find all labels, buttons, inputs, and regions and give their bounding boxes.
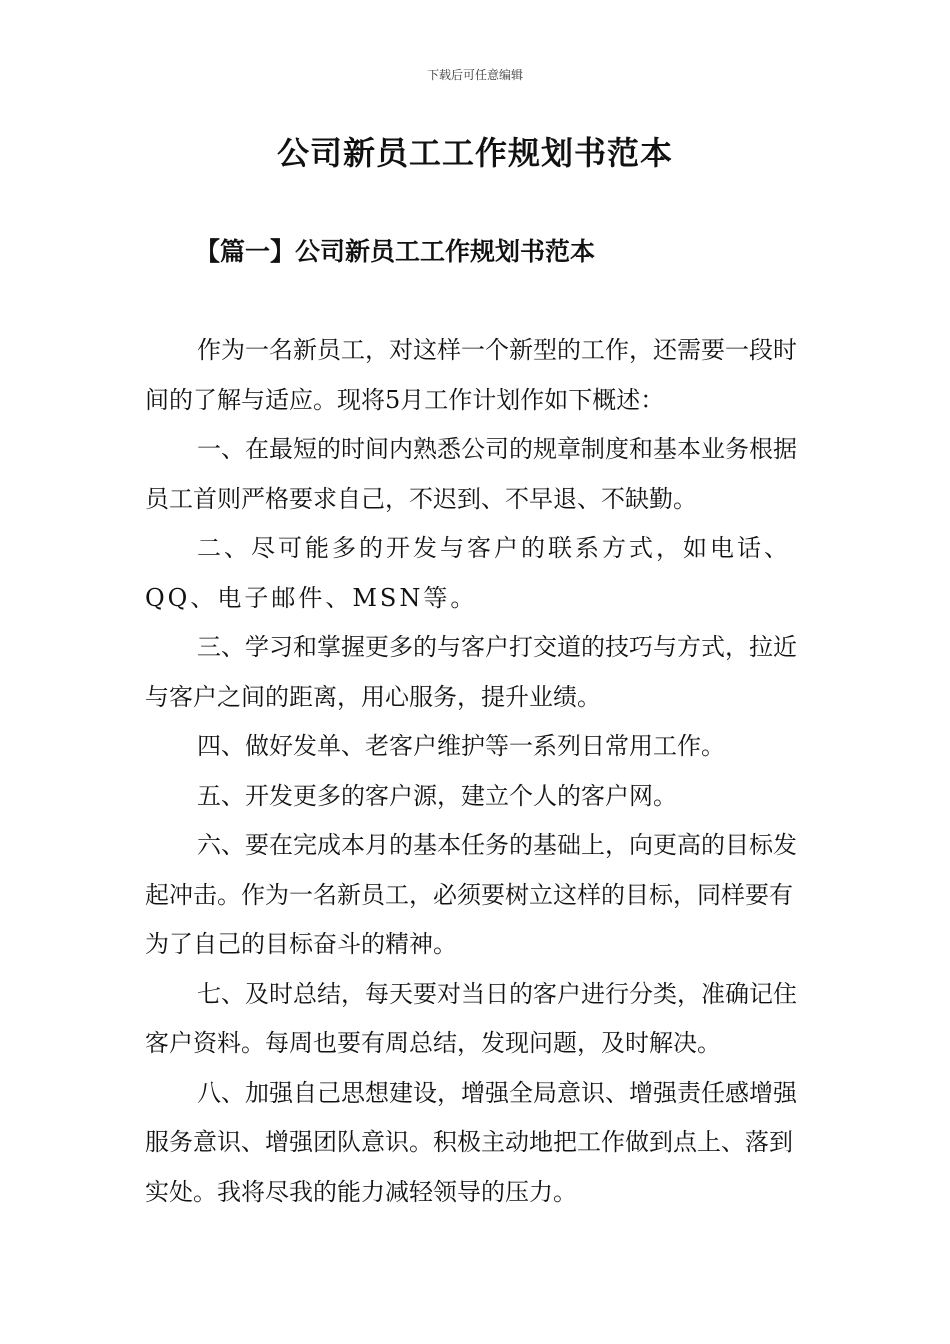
paragraph-item-2: 二、尽可能多的开发与客户的联系方式，如电话、QQ、电子邮件、MSN等。 xyxy=(145,534,791,612)
paragraph-item-6: 六、要在完成本月的基本任务的基础上，向更高的目标发起冲击。作为一名新员工，必须要树立这样的目标，同样要有为了自己的目标奋斗的精神。 xyxy=(145,831,797,958)
paragraph-item-1: 一、在最短的时间内熟悉公司的规章制度和基本业务根据员工首则严格要求自己，不迟到、不早退、不缺勤。 xyxy=(145,435,797,513)
document-body xyxy=(145,326,815,1217)
section-heading: 【篇一】公司新员工工作规划书范本 xyxy=(195,237,596,266)
paragraph-item-3: 三、学习和掌握更多的与客户打交道的技巧与方式，拉近与客户之间的距离，用心服务，提升业绩。 xyxy=(145,633,797,711)
paragraph-item-8: 八、加强自己思想建设，增强全局意识、增强责任感增强服务意识、增强团队意识。积极主动地把工作做到点上、落到实处。我将尽我的能力减轻领导的压力。 xyxy=(145,1078,797,1206)
paragraph-item-5: 五、开发更多的客户源，建立个人的客户网。 xyxy=(197,781,677,810)
paragraph-item-4: 四、做好发单、老客户维护等一系列日常用工作。 xyxy=(197,732,725,760)
paragraph-intro: 作为一名新员工，对这样一个新型的工作，还需要一段时间的了解与适应。现将5月工作计划作如下概述： xyxy=(145,336,797,414)
paragraph-item-7: 七、及时总结，每天要对当日的客户进行分类，准确记住客户资料。每周也要有周总结，发现问题，及时解决。 xyxy=(145,979,797,1057)
header-note: 下载后可任意编辑 xyxy=(426,68,523,82)
document-title: 公司新员工工作规划书范本 xyxy=(276,134,673,172)
